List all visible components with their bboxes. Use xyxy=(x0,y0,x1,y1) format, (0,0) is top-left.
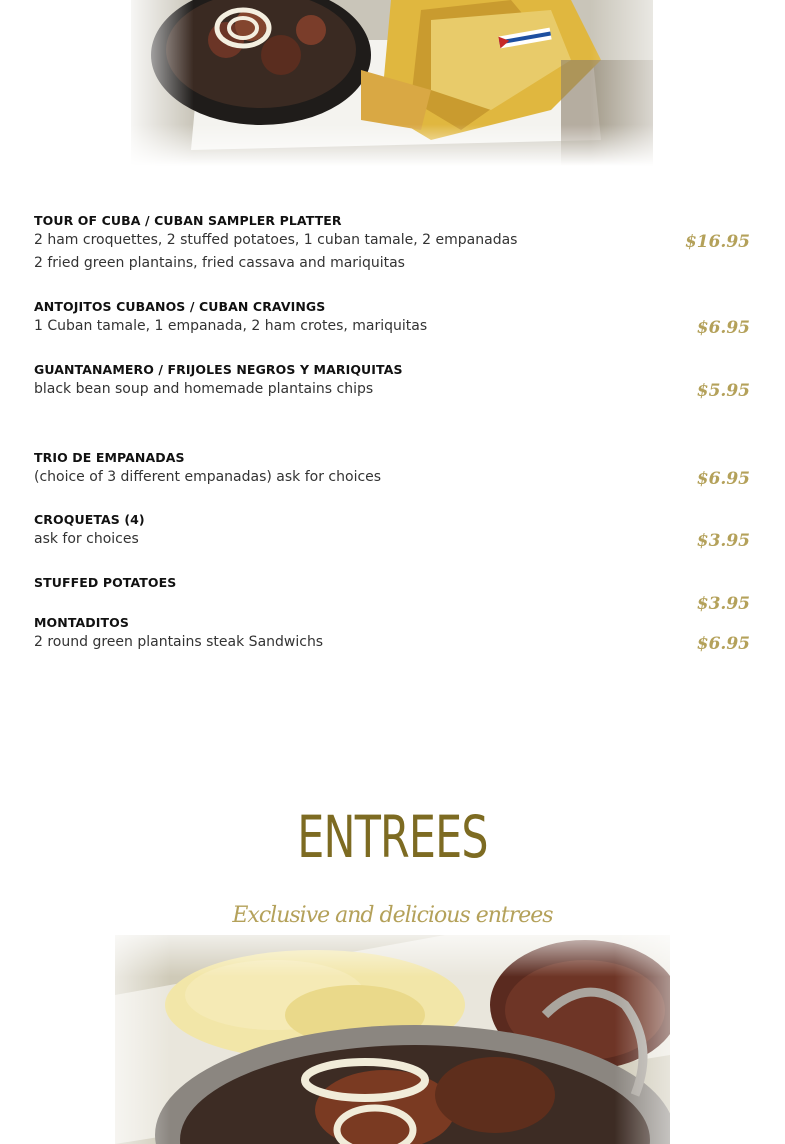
menu-item xyxy=(34,449,751,489)
item-price: $6.95 xyxy=(696,634,750,654)
menu-item xyxy=(34,574,751,591)
item-price: $16.95 xyxy=(684,232,750,252)
menu-item xyxy=(34,511,751,551)
item-description: 1 Cuban tamale, 1 empanada, 2 ham crotes, mariquitas xyxy=(34,318,428,334)
entrees-subtitle: Exclusive and delicious entrees xyxy=(232,903,553,928)
menu-item xyxy=(34,614,751,654)
item-description: 2 ham croquettes, 2 stuffed potatoes, 1 cuban tamale, 2 empanadas xyxy=(34,232,518,248)
item-name: ANTOJITOS CUBANOS / CUBAN CRAVINGS xyxy=(34,299,326,314)
item-price: $6.95 xyxy=(696,469,750,489)
item-price: $5.95 xyxy=(696,381,750,401)
item-name: MONTADITOS xyxy=(34,615,129,630)
appetizer-platter-photo xyxy=(131,0,653,166)
menu-item xyxy=(34,298,751,338)
item-price: $6.95 xyxy=(696,318,750,338)
item-name: CROQUETAS (4) xyxy=(34,512,145,527)
item-description: (choice of 3 different empanadas) ask for choices xyxy=(34,469,382,485)
item-price: $3.95 xyxy=(696,594,750,614)
item-description: black bean soup and homemade plantains chips xyxy=(34,381,374,397)
item-name: TOUR OF CUBA / CUBAN SAMPLER PLATTER xyxy=(34,213,342,228)
item-description: 2 fried green plantains, fried cassava and mariquitas xyxy=(34,255,405,271)
item-name: TRIO DE EMPANADAS xyxy=(34,450,185,465)
item-description: 2 round green plantains steak Sandwichs xyxy=(34,634,324,650)
item-name: STUFFED POTATOES xyxy=(34,575,177,590)
entree-dish-photo xyxy=(115,935,670,1144)
entrees-title: ENTREES xyxy=(297,803,488,871)
menu-item xyxy=(34,361,751,401)
menu-item xyxy=(34,212,751,275)
item-price: $3.95 xyxy=(696,531,750,551)
item-name: GUANTANAMERO / FRIJOLES NEGROS Y MARIQUITAS xyxy=(34,362,403,377)
item-description: ask for choices xyxy=(34,531,139,547)
